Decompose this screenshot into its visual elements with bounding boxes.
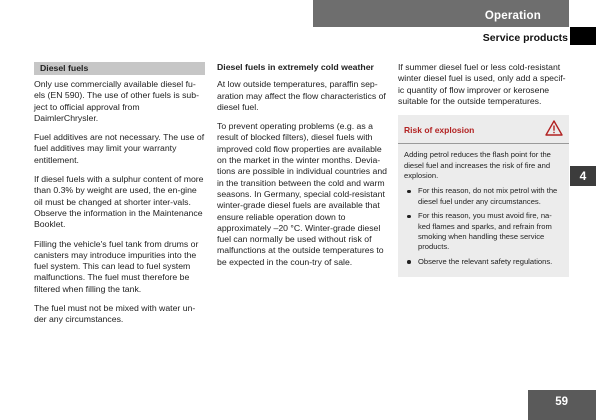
paragraph: Filling the vehicle's fuel tank from drums or canisters may introduce impurities into the fuel system. This can lead to fuel system malfunctions. The fuel must therefore be filtered when filling the tank. xyxy=(34,238,199,294)
warning-list xyxy=(404,186,563,267)
paragraph: Only use commercially available diesel fu-els (EN 590). The use of other fuels is sub-ject to official approval from DaimlerChrysler. xyxy=(34,79,199,123)
paragraph: The fuel must not be mixed with water un-der any circumstances. xyxy=(34,303,196,325)
warning-title: Risk of explosion xyxy=(404,125,475,136)
paragraph: Fuel additives are not necessary. The use of fuel additives may limit your warranty entitlement. xyxy=(34,132,205,165)
section-title: Operation xyxy=(484,10,541,22)
warning-item: Observe the relevant safety regulations. xyxy=(404,257,563,267)
page-number: 59 xyxy=(555,396,568,408)
footer-bar xyxy=(528,390,596,420)
paragraph: At low outside temperatures, paraffin sep-aration may affect the flow characteristics of diesel fuel. xyxy=(217,79,386,112)
header-tab-marker xyxy=(570,27,596,45)
warning-item: For this reason, you must avoid fire, na-ked flames and sparks, and refrain from smoking when handling these service products. xyxy=(404,211,563,253)
subsection-title: Service products xyxy=(482,32,568,44)
warning-box xyxy=(398,115,569,277)
warning-header xyxy=(398,115,569,144)
warning-triangle-icon xyxy=(545,120,563,136)
cold-weather-heading: Diesel fuels in extremely cold weather xyxy=(217,62,374,72)
column-1 xyxy=(34,62,205,334)
header-bar xyxy=(313,0,569,27)
warning-item: For this reason, do not mix petrol with the diesel fuel under any circumstances. xyxy=(404,186,563,207)
column-3 xyxy=(398,62,569,277)
warning-intro: Adding petrol reduces the flash point for the diesel fuel and increases the risk of fire and explosion. xyxy=(404,150,551,180)
column-2 xyxy=(217,62,387,276)
paragraph: To prevent operating problems (e.g. as a result of blocked filters), diesel fuels with improved cold flow properties are available on the market in the winter months. Devia-tions are possible in individual countries and in the transition between the cold and warm seasons. In Germany, special cold-resistant winter-grade diesel fuels are available that ensure reliable operation down to approximately –20 °C. Winter-grade diesel fuel can normally be used without risk of malfunctions at the outside temperatures to be expected in the coun-try of sale. xyxy=(217,121,387,267)
diesel-fuels-heading: Diesel fuels xyxy=(34,62,205,75)
warning-body xyxy=(398,144,569,277)
paragraph: If diesel fuels with a sulphur content of more than 0.3% by weight are used, the en-gine oil must be changed at shorter inter-vals. Observe the information in the Maintenance Booklet. xyxy=(34,174,204,230)
chapter-tab: 4 xyxy=(570,166,596,186)
paragraph: If summer diesel fuel or less cold-resistant winter diesel fuel is used, only add a specif-ic quantity of flow improver or kerosene suitable for the outside temperatures. xyxy=(398,62,566,106)
